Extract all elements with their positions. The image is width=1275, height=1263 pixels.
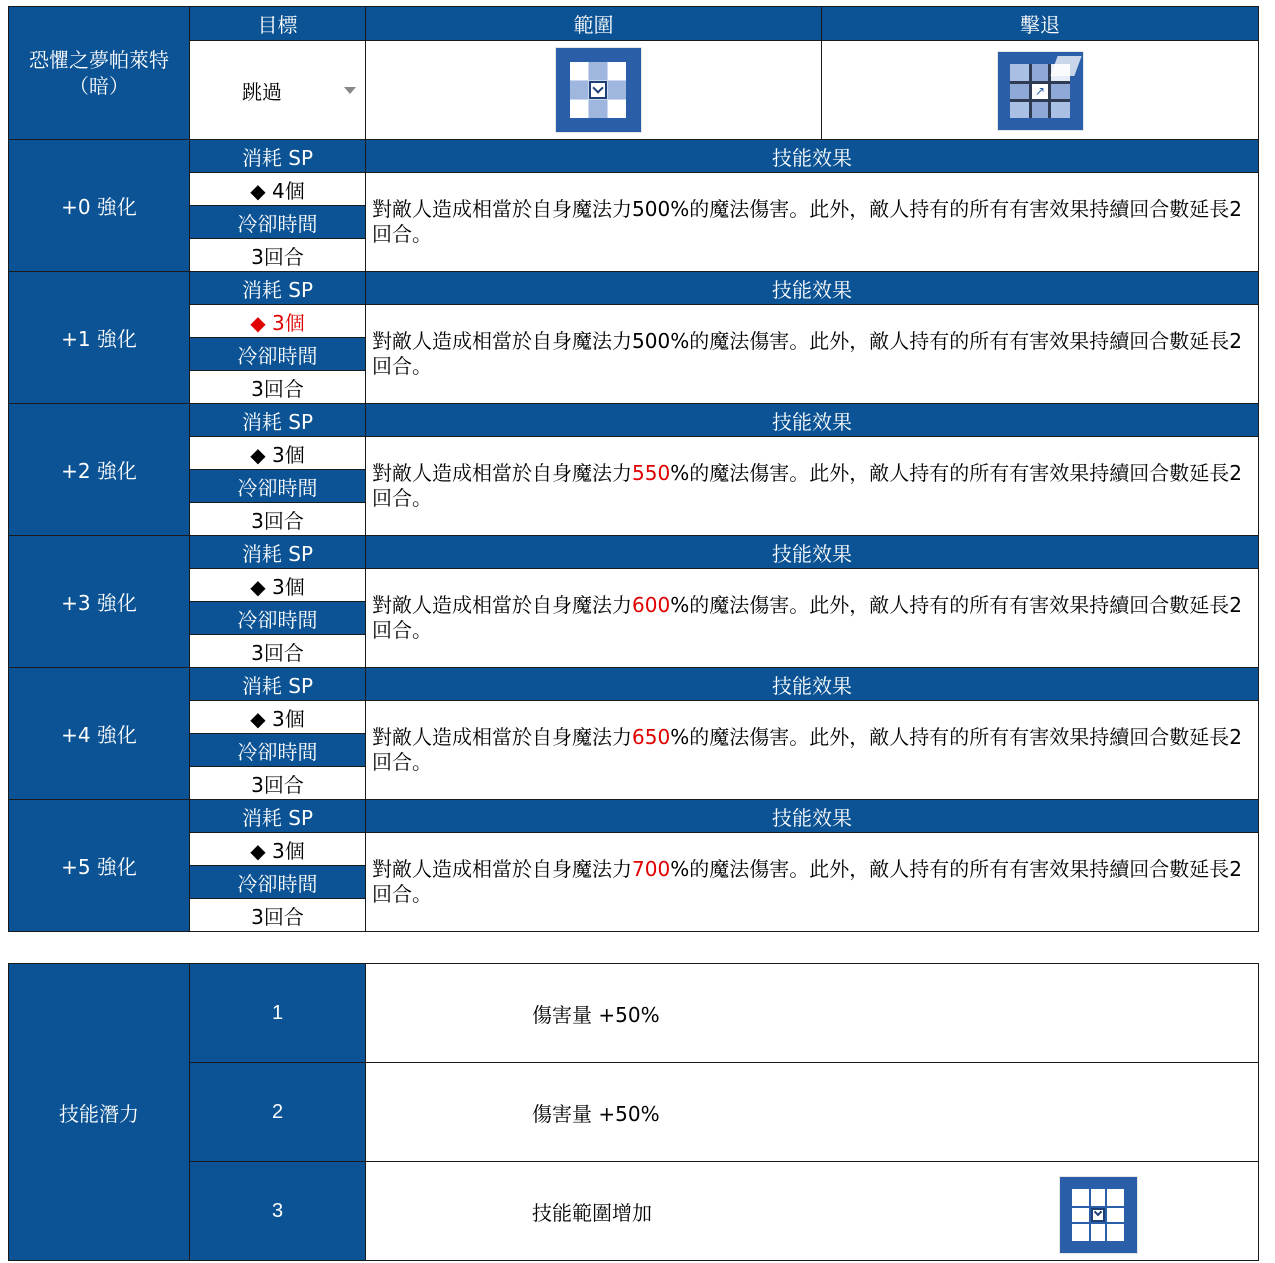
level-label: +1 強化 <box>8 271 190 404</box>
effect-description <box>365 304 1259 404</box>
effect-percent: 600 <box>632 593 671 617</box>
effect-header: 技能效果 <box>365 799 1259 833</box>
sp-cost: ◆ 3個 <box>189 700 366 734</box>
potential-num-1: 1 <box>189 963 366 1063</box>
level-label: +2 強化 <box>8 403 190 536</box>
potential-value: 技能範圍增加 <box>532 1200 652 1225</box>
sp-header: 消耗 SP <box>189 667 366 701</box>
cooldown-header: 冷卻時間 <box>189 205 366 239</box>
effect-header: 技能效果 <box>365 403 1259 437</box>
cooldown-value: 3回合 <box>189 898 366 932</box>
range-expanded-grid-icon <box>1059 1176 1138 1254</box>
knockback-cell <box>821 40 1259 140</box>
sp-cost: ◆ 3個 <box>189 304 366 338</box>
effect-description <box>365 700 1259 800</box>
skill-name: 恐懼之夢帕萊特 <box>29 48 169 72</box>
potential-text-1 <box>365 963 1259 1063</box>
potential-text-2 <box>365 1062 1259 1162</box>
effect-description <box>365 568 1259 668</box>
range-grid-down-icon <box>555 47 642 133</box>
cooldown-header: 冷卻時間 <box>189 469 366 503</box>
skill-attribute: （暗） <box>69 74 129 98</box>
effect-percent: 650 <box>632 725 671 749</box>
effect-text: 對敵人造成相當於自身魔法力500%的魔法傷害。此外，敵人持有的所有有害效果持續回合數延長2回合。 <box>372 329 1242 378</box>
cooldown-value: 3回合 <box>189 370 366 404</box>
sp-header: 消耗 SP <box>189 271 366 305</box>
effect-text: 對敵人造成相當於自身魔法力650%的魔法傷害。此外，敵人持有的所有有害效果持續回合數延長2回合。 <box>372 725 1242 774</box>
effect-percent: 550 <box>632 461 671 485</box>
effect-percent: 500 <box>632 329 671 353</box>
effect-description <box>365 436 1259 536</box>
potential-label: 技能潛力 <box>8 963 190 1261</box>
potential-value: 傷害量 +50% <box>532 1101 660 1126</box>
effect-percent: 700 <box>632 857 671 881</box>
target-value: 跳過 <box>242 79 282 104</box>
cooldown-value: 3回合 <box>189 634 366 668</box>
potential-value: 傷害量 +50% <box>532 1002 660 1027</box>
level-label: +5 強化 <box>8 799 190 932</box>
cooldown-header: 冷卻時間 <box>189 733 366 767</box>
range-header: 範圍 <box>365 6 822 41</box>
sp-header: 消耗 SP <box>189 799 366 833</box>
skill-name-cell <box>8 6 190 140</box>
sp-cost: ◆ 3個 <box>189 832 366 866</box>
knockback-header: 擊退 <box>821 6 1259 41</box>
effect-text: 對敵人造成相當於自身魔法力600%的魔法傷害。此外，敵人持有的所有有害效果持續回合數延長2回合。 <box>372 593 1242 642</box>
effect-header: 技能效果 <box>365 535 1259 569</box>
sp-header: 消耗 SP <box>189 403 366 437</box>
target-dropdown[interactable] <box>189 40 366 140</box>
level-label: +0 強化 <box>8 139 190 272</box>
range-cell <box>365 40 822 140</box>
cooldown-value: 3回合 <box>189 238 366 272</box>
sp-header: 消耗 SP <box>189 139 366 173</box>
knockback-grid-arrow-icon: ↗ <box>997 51 1084 131</box>
effect-description <box>365 172 1259 272</box>
effect-description <box>365 832 1259 932</box>
cooldown-header: 冷卻時間 <box>189 601 366 635</box>
effect-text: 對敵人造成相當於自身魔法力700%的魔法傷害。此外，敵人持有的所有有害效果持續回合數延長2回合。 <box>372 857 1242 906</box>
sp-header: 消耗 SP <box>189 535 366 569</box>
cooldown-value: 3回合 <box>189 766 366 800</box>
potential-num-2: 2 <box>189 1062 366 1162</box>
level-label: +3 強化 <box>8 535 190 668</box>
effect-text: 對敵人造成相當於自身魔法力550%的魔法傷害。此外，敵人持有的所有有害效果持續回合數延長2回合。 <box>372 461 1242 510</box>
effect-header: 技能效果 <box>365 667 1259 701</box>
cooldown-header: 冷卻時間 <box>189 865 366 899</box>
effect-header: 技能效果 <box>365 271 1259 305</box>
potential-text-3 <box>365 1161 1259 1261</box>
chevron-down-icon <box>344 87 356 94</box>
effect-header: 技能效果 <box>365 139 1259 173</box>
level-label: +4 強化 <box>8 667 190 800</box>
sp-cost: ◆ 4個 <box>189 172 366 206</box>
cooldown-header: 冷卻時間 <box>189 337 366 371</box>
cooldown-value: 3回合 <box>189 502 366 536</box>
target-header: 目標 <box>189 6 366 41</box>
potential-num-3: 3 <box>189 1161 366 1261</box>
effect-percent: 500 <box>632 197 671 221</box>
effect-text: 對敵人造成相當於自身魔法力500%的魔法傷害。此外，敵人持有的所有有害效果持續回合數延長2回合。 <box>372 197 1242 246</box>
sp-cost: ◆ 3個 <box>189 568 366 602</box>
sp-cost: ◆ 3個 <box>189 436 366 470</box>
